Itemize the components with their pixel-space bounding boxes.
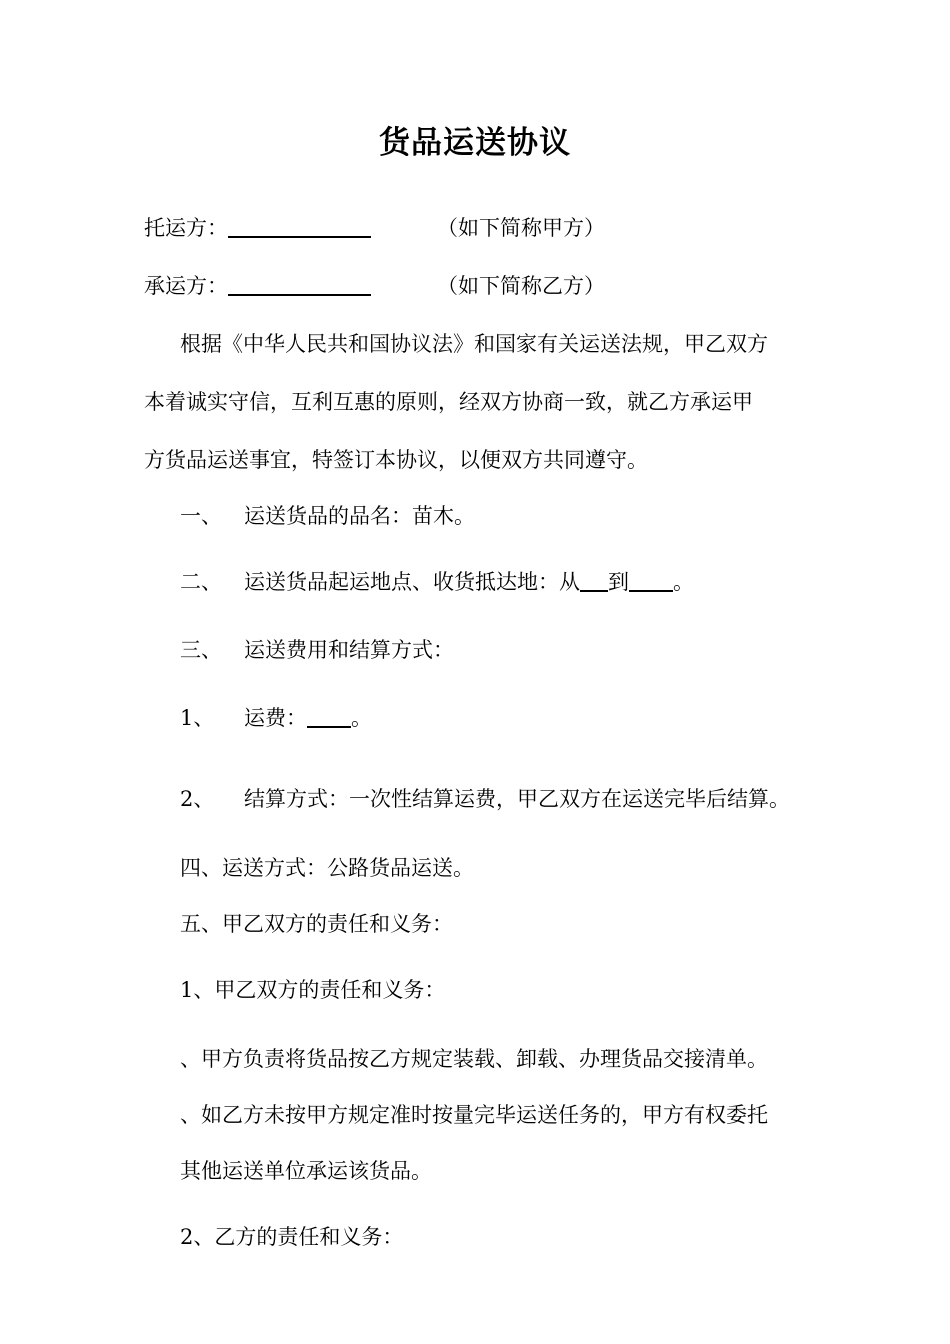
- item-2-text: [244, 567, 694, 597]
- carrier-note: （如下简称乙方）: [437, 274, 605, 298]
- intro-line-2: 本着诚实守信，互利互惠的原则，经双方协商一致，就乙方承运甲: [144, 390, 753, 414]
- item-2-text-c: 。: [673, 570, 694, 594]
- item-2-text-a: 运送货品起运地点、收货抵达地：从: [244, 570, 580, 594]
- sub-1-number: 1、: [180, 706, 215, 730]
- sub-2-number: 2、: [180, 787, 215, 811]
- item-5: 五、甲乙双方的责任和义务：: [180, 912, 453, 936]
- item-4: 四、运送方式：公路货品运送。: [180, 856, 474, 880]
- duty-b-line-2: 其他运送单位承运该货品。: [180, 1159, 432, 1183]
- freight-blank: [307, 704, 351, 728]
- page-title: 货品运送协议: [379, 125, 571, 161]
- item-3-text: 运送费用和结算方式：: [244, 638, 454, 662]
- item-5-1: 1、甲乙双方的责任和义务：: [180, 978, 446, 1002]
- destination-blank: [629, 568, 673, 592]
- carrier-line: [144, 271, 371, 301]
- duty-b-line-1: 、如乙方未按甲方规定准时按量完毕运送任务的，甲方有权委托: [180, 1103, 768, 1127]
- item-1-number: 一、: [180, 504, 222, 528]
- consignor-blank: [228, 214, 371, 238]
- item-3-number: 三、: [180, 638, 222, 662]
- sub-2-text: 结算方式：一次性结算运费，甲乙双方在运送完毕后结算。: [244, 787, 790, 811]
- consignor-line: [144, 213, 371, 243]
- item-1-text: 运送货品的品名：苗木。: [244, 504, 475, 528]
- item-2-number: 二、: [180, 570, 222, 594]
- intro-line-1: 根据《中华人民共和国协议法》和国家有关运送法规，甲乙双方: [180, 332, 768, 356]
- sub-1-text-b: 。: [351, 706, 372, 730]
- consignor-note: （如下简称甲方）: [437, 216, 605, 240]
- sub-1-text: [244, 703, 372, 733]
- intro-line-3: 方货品运送事宜，特签订本协议，以便双方共同遵守。: [144, 448, 648, 472]
- carrier-label: 承运方：: [144, 274, 228, 298]
- sub-1-text-a: 运费：: [244, 706, 307, 730]
- consignor-label: 托运方：: [144, 216, 228, 240]
- carrier-blank: [228, 272, 371, 296]
- duty-a: 、甲方负责将货品按乙方规定装载、卸载、办理货品交接清单。: [180, 1047, 768, 1071]
- origin-blank: [580, 568, 608, 592]
- item-5-2: 2、乙方的责任和义务：: [180, 1225, 404, 1249]
- item-2-text-b: 到: [608, 570, 629, 594]
